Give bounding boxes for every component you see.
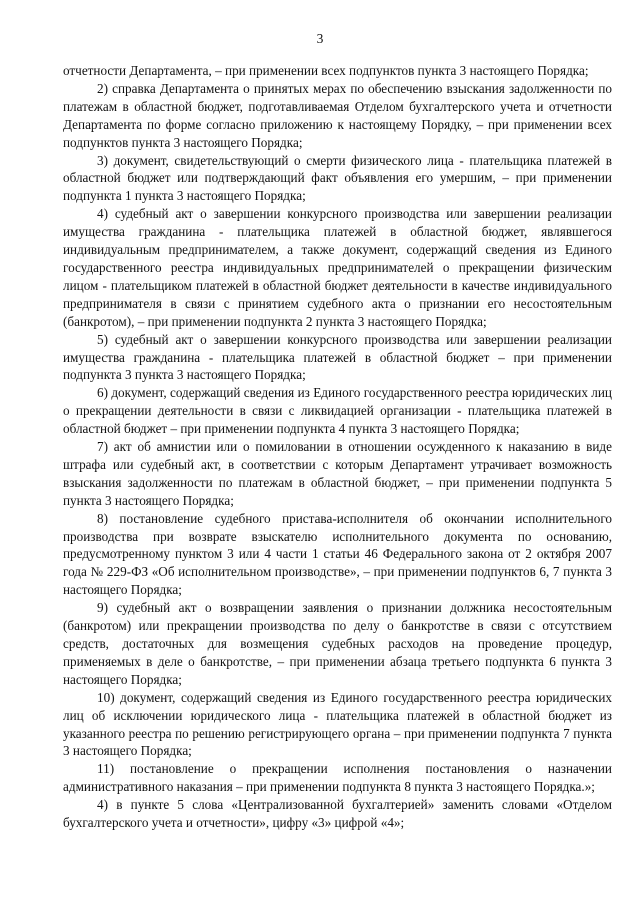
paragraph: 11) постановление о прекращении исполнения постановления о назначении административного наказания – при применении подпункта 8 пункта 3 настоящего Порядка.»; <box>63 761 612 795</box>
paragraph: 6) документ, содержащий сведения из Единого государственного реестра юридических лиц о прекращении деятельности в связи с ликвидацией организации - плательщика платежей в областной бюджет – при применении подпункта 4 пункта 3 настоящего Порядка; <box>63 385 612 437</box>
paragraph: 9) судебный акт о возвращении заявления о признании должника несостоятельным (банкротом) или прекращении производства по делу о банкротстве в связи с отсутствием средств, достаточных для возмещения судебных расходов на проведение процедур, применяемых в деле о банкротстве, – при применении абзаца третьего подпункта 6 пункта 3 настоящего Порядка; <box>63 600 612 687</box>
paragraph: 7) акт об амнистии или о помиловании в отношении осужденного к наказанию в виде штрафа или судебный акт, в соответствии с которым Департамент утрачивает возможность взыскания задолженности по платежам в областной бюджет, – при применении подпункта 5 пункта 3 настоящего Порядка; <box>63 439 612 508</box>
paragraph: 5) судебный акт о завершении конкурсного производства или завершении реализации имущества гражданина - плательщика платежей в областной бюджет – при применении подпункта 3 пункта 3 настоящего Порядка; <box>63 331 612 383</box>
paragraph: 4) судебный акт о завершении конкурсного производства или завершении реализации имущества гражданина - плательщика платежей в областной бюджет, являвшегося индивидуальным предпринимателем, а также документ, содержащий сведения из Единого государственного реестра индивидуальных предпринимателей о прекращении физическим лицом - плательщиком платежей в областной бюджет деятельности в качестве индивидуального предпринимателя в связи с принятием судебного акта о признании его несостоятельным (банкротом), – при применении подпункта 2 пункта 3 настоящего Порядка; <box>63 206 612 329</box>
paragraph: 4) в пункте 5 слова «Централизованной бухгалтерией» заменить словами «Отделом бухгалтерского учета и отчетности», цифру «3» цифрой «4»; <box>63 797 612 831</box>
document-body <box>63 62 612 832</box>
paragraph: 3) документ, свидетельствующий о смерти физического лица - плательщика платежей в областной бюджет или подтверждающий факт объявления его умершим, – при применении подпункта 1 пункта 3 настоящего Порядка; <box>63 152 612 204</box>
page-number: 3 <box>316 31 324 46</box>
paragraph: 8) постановление судебного пристава-исполнителя об окончании исполнительного производства при возврате взыскателю исполнительного документа по основанию, предусмотренному пунктом 3 или 4 части 1 статьи 46 Федерального закона от 2 октября 2007 года № 229-ФЗ «Об исполнительном производстве», – при применении подпунктов 6, 7 пункта 3 настоящего Порядка; <box>63 510 612 598</box>
paragraph: 10) документ, содержащий сведения из Единого государственного реестра юридических лиц об исключении юридического лица - плательщика платежей в областной бюджет из указанного реестра по решению регистрирующего органа – при применении подпункта 7 пункта 3 настоящего Порядка; <box>63 689 612 759</box>
paragraph: 2) справка Департамента о принятых мерах по обеспечению взыскания задолженности по платежам в областной бюджет, подготавливаемая Отделом бухгалтерского учета и отчетности Департамента по форме согласно приложению к настоящему Порядку, – при применении всех подпунктов пункта 3 настоящего Порядка; <box>63 80 612 150</box>
paragraph: отчетности Департамента, – при применении всех подпунктов пункта 3 настоящего Порядка; <box>63 63 589 78</box>
